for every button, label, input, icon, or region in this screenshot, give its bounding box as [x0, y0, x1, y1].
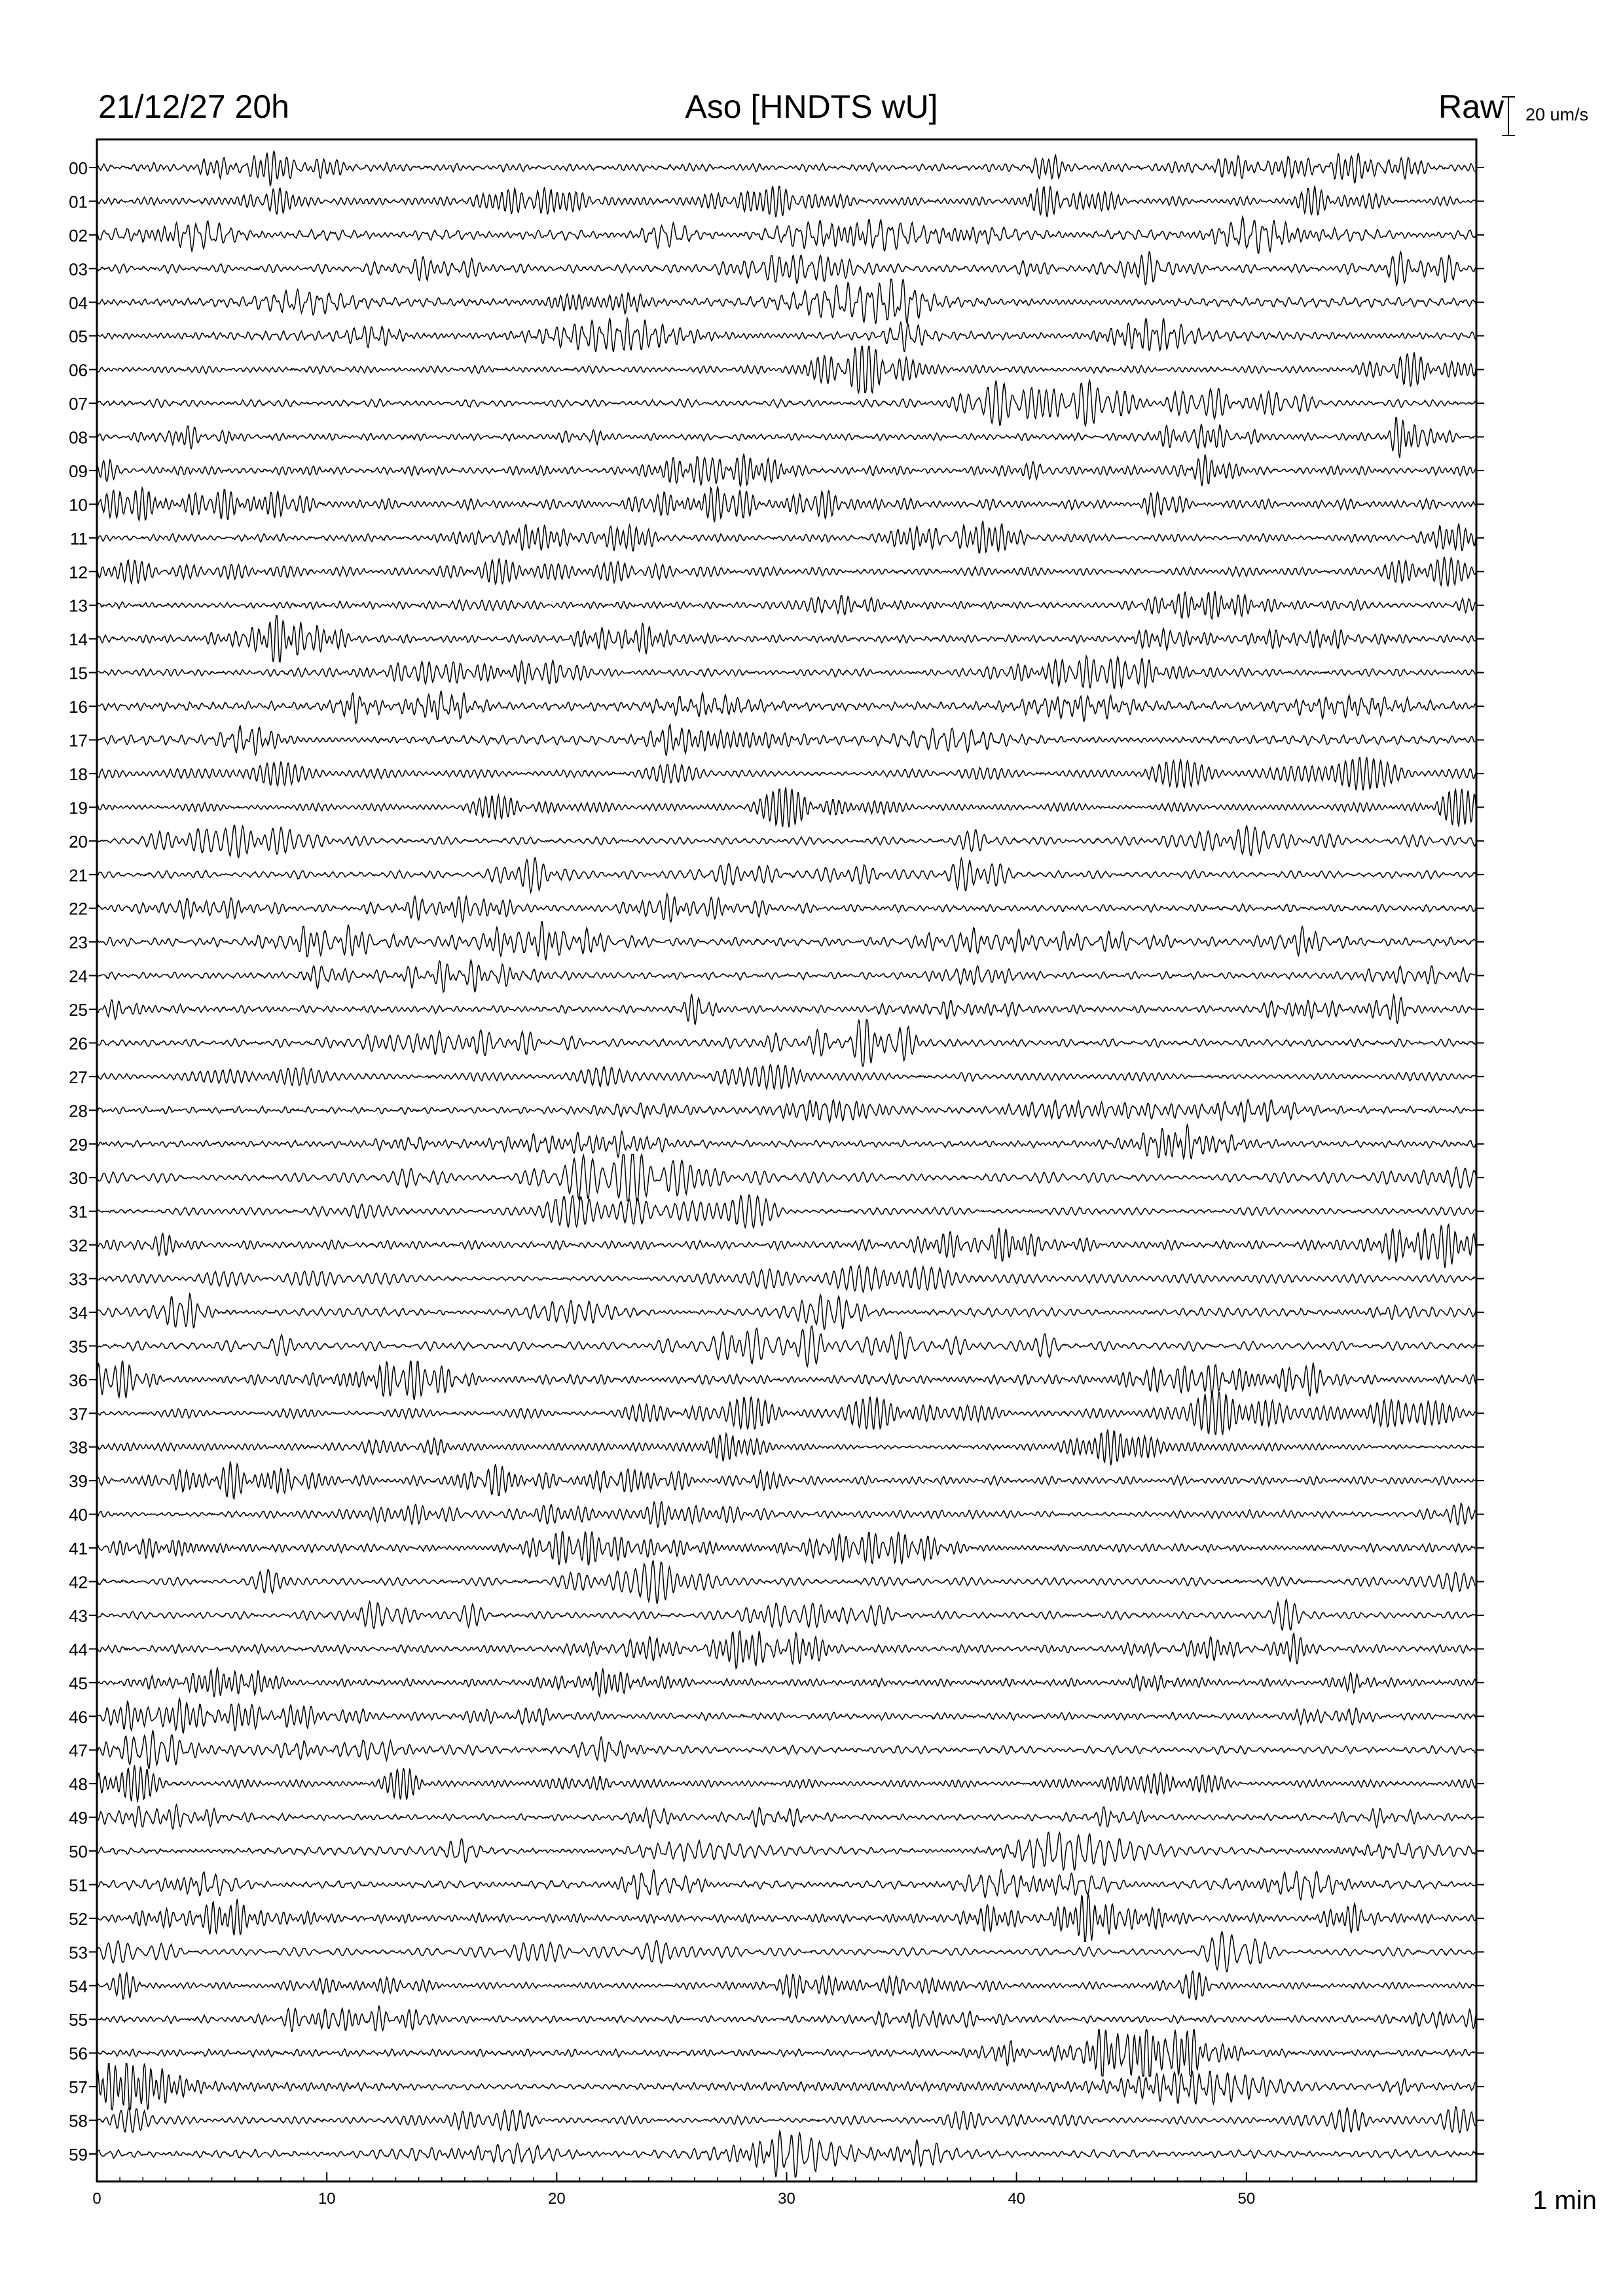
- row-label: 19: [69, 798, 88, 818]
- date-hour-label: 21/12/27 20h: [98, 88, 289, 125]
- trace-row: [97, 454, 1476, 486]
- row-label: 12: [69, 562, 88, 583]
- row-label: 18: [69, 764, 88, 784]
- trace-row: [97, 825, 1476, 857]
- trace-row: [97, 1804, 1476, 1829]
- row-label: 52: [69, 1909, 88, 1929]
- trace-row: [97, 1155, 1476, 1201]
- row-label: 30: [69, 1168, 88, 1189]
- row-label: 15: [69, 663, 88, 683]
- row-label: 39: [69, 1471, 88, 1492]
- x-tick-label: 20: [547, 2190, 566, 2208]
- trace-row: [97, 1698, 1476, 1732]
- trace-row: [97, 1195, 1476, 1228]
- trace-row: [97, 418, 1476, 458]
- trace-row: [97, 1429, 1476, 1465]
- row-label: 09: [69, 461, 88, 481]
- row-label: 59: [69, 2145, 88, 2164]
- trace-row: [97, 1870, 1476, 1900]
- row-label: 53: [69, 1943, 88, 1963]
- trace-row: [97, 346, 1476, 393]
- x-tick-label: 40: [1008, 2190, 1026, 2208]
- row-label: 16: [69, 697, 88, 717]
- trace-row: [97, 1561, 1476, 1604]
- row-label: 57: [69, 2077, 88, 2098]
- row-label: 01: [69, 192, 88, 212]
- row-label: 56: [69, 2043, 88, 2064]
- row-label: 40: [69, 1505, 88, 1525]
- row-label: 24: [69, 966, 88, 986]
- trace-row: [97, 1931, 1476, 1971]
- trace-row: [97, 1124, 1476, 1159]
- row-label: 46: [69, 1707, 88, 1727]
- trace-row: [97, 1391, 1476, 1435]
- row-label: 35: [69, 1336, 88, 1357]
- x-tick-label: 10: [318, 2190, 336, 2208]
- trace-row: [97, 151, 1476, 185]
- row-label: 36: [69, 1370, 88, 1390]
- plot-frame: [97, 139, 1476, 2181]
- row-label: 54: [69, 1976, 88, 1996]
- trace-row: [97, 1225, 1476, 1268]
- trace-row: [97, 960, 1476, 992]
- trace-row: [97, 252, 1476, 285]
- trace-row: [97, 217, 1476, 253]
- trace-row: [97, 1971, 1476, 2000]
- trace-row: [97, 725, 1476, 756]
- row-label: 48: [69, 1774, 88, 1795]
- row-label: 26: [69, 1033, 88, 1054]
- trace-row: [97, 656, 1476, 688]
- trace-row: [97, 1501, 1476, 1527]
- x-tick-label: 0: [92, 2190, 101, 2208]
- row-label: 21: [69, 865, 88, 886]
- trace-row: [97, 380, 1476, 427]
- row-label: 33: [69, 1269, 88, 1289]
- row-label: 17: [69, 730, 88, 751]
- trace-row: [97, 1462, 1476, 1499]
- row-label: 32: [69, 1236, 88, 1256]
- row-label: 22: [69, 899, 88, 919]
- trace-row: [97, 757, 1476, 791]
- trace-row: [97, 1765, 1476, 1803]
- row-label: 10: [69, 495, 88, 515]
- trace-row: [97, 691, 1476, 723]
- trace-row: [97, 317, 1476, 352]
- trace-row: [97, 521, 1476, 553]
- row-label: 58: [69, 2111, 88, 2131]
- trace-row: [97, 1631, 1476, 1668]
- trace-row: [97, 186, 1476, 217]
- row-label: 08: [69, 427, 88, 448]
- trace-row: [97, 1020, 1476, 1066]
- trace-row: [97, 787, 1476, 827]
- row-label: 34: [69, 1302, 88, 1323]
- row-label: 45: [69, 1673, 88, 1693]
- row-label: 43: [69, 1605, 88, 1626]
- row-label: 25: [69, 1000, 88, 1020]
- row-label: 23: [69, 933, 88, 953]
- trace-row: [97, 1100, 1476, 1122]
- trace-row: [97, 1895, 1476, 1942]
- trace-row: [97, 1265, 1476, 1292]
- x-tick-label: 30: [778, 2190, 795, 2208]
- row-label: 06: [69, 360, 88, 380]
- row-label: 28: [69, 1101, 88, 1121]
- row-label: 14: [69, 630, 88, 650]
- trace-row: [97, 1326, 1476, 1367]
- trace-row: [97, 1667, 1476, 1697]
- row-label: 31: [69, 1202, 88, 1222]
- trace-row: [97, 2064, 1476, 2110]
- row-label: 03: [69, 259, 88, 279]
- row-label: 44: [69, 1640, 88, 1660]
- trace-row: [97, 1600, 1476, 1630]
- trace-row: [97, 1833, 1476, 1871]
- trace-row: [97, 2107, 1476, 2133]
- row-label: 13: [69, 596, 88, 616]
- row-label: 00: [69, 158, 88, 178]
- trace-row: [97, 894, 1476, 922]
- trace-row: [97, 279, 1476, 324]
- trace-row: [97, 591, 1476, 619]
- row-label: 05: [69, 327, 88, 347]
- row-label: 55: [69, 2010, 88, 2030]
- trace-row: [97, 616, 1476, 662]
- row-label: 37: [69, 1404, 88, 1424]
- x-axis-unit-label: 1 min: [1533, 2186, 1597, 2215]
- trace-row: [97, 2131, 1476, 2178]
- row-label: 29: [69, 1134, 88, 1155]
- trace-row: [97, 1294, 1476, 1330]
- x-tick-label: 50: [1237, 2190, 1256, 2208]
- scale-bar: [1502, 97, 1515, 135]
- row-label: 20: [69, 831, 88, 852]
- trace-row: [97, 1361, 1476, 1400]
- scale-bar-label: 20 um/s: [1525, 105, 1589, 124]
- row-label: 07: [69, 394, 88, 414]
- trace-row: [97, 858, 1476, 893]
- row-label: 51: [69, 1875, 88, 1895]
- trace-row: [97, 2005, 1476, 2032]
- trace-row: [97, 1731, 1476, 1770]
- row-label: 38: [69, 1437, 88, 1458]
- row-label: 47: [69, 1740, 88, 1761]
- trace-row: [97, 1065, 1476, 1089]
- trace-row: [97, 557, 1476, 586]
- row-label: 11: [70, 528, 88, 548]
- trace-row: [97, 922, 1476, 960]
- mode-label: Raw: [1438, 88, 1504, 125]
- row-label: 49: [69, 1808, 88, 1828]
- row-label: 41: [69, 1539, 88, 1559]
- trace-row: [97, 1532, 1476, 1565]
- row-label: 04: [69, 293, 88, 313]
- station-title: Aso [HNDTS wU]: [685, 88, 938, 125]
- row-label: 50: [69, 1842, 88, 1862]
- trace-row: [97, 486, 1476, 522]
- row-label: 42: [69, 1572, 88, 1592]
- trace-row: [97, 2030, 1476, 2076]
- trace-row: [97, 994, 1476, 1024]
- row-label: 02: [69, 225, 88, 245]
- row-label: 27: [69, 1067, 88, 1087]
